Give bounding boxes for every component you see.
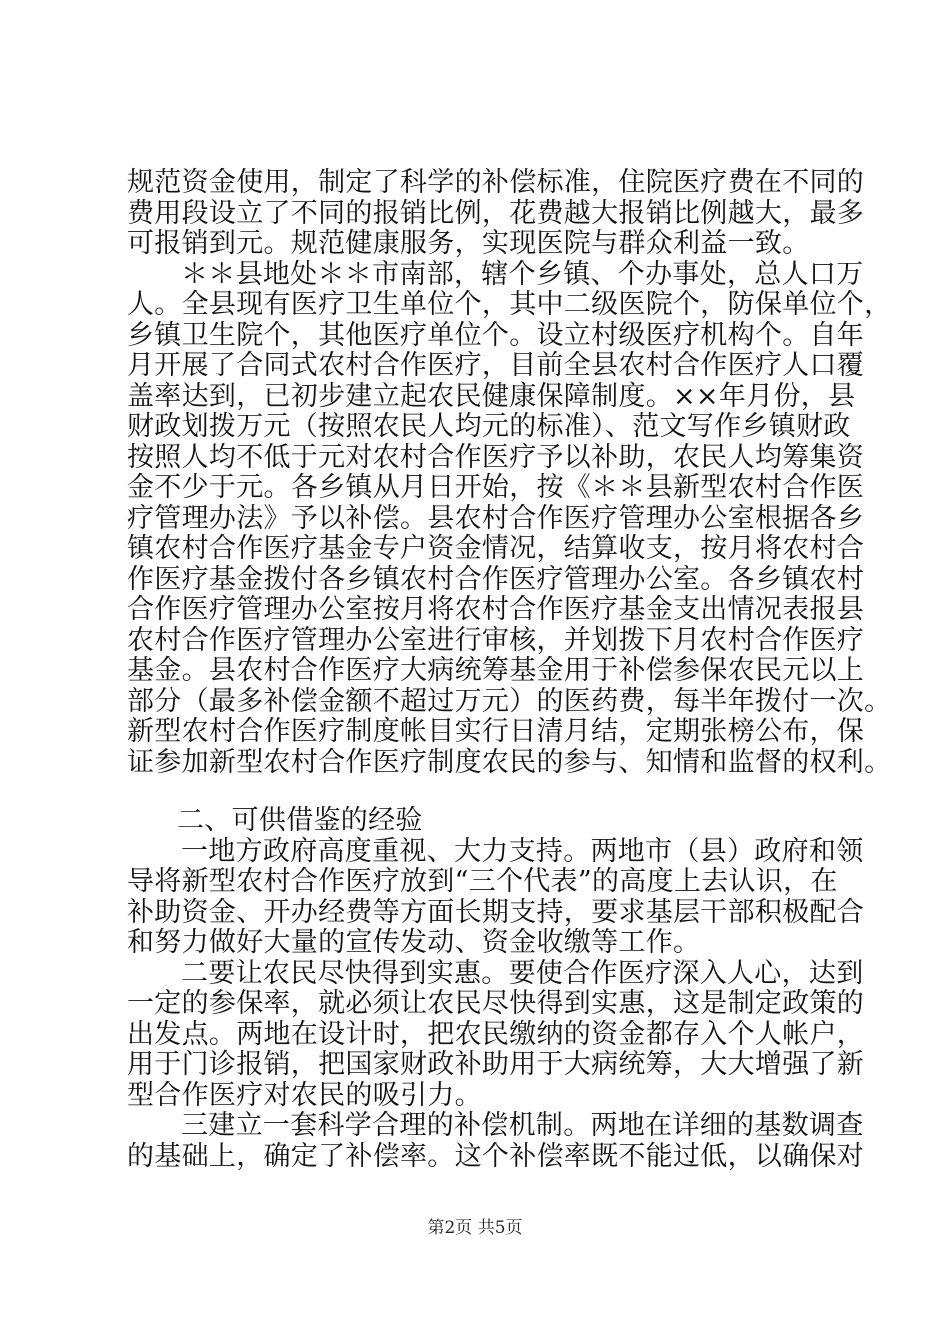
text-line: 二要让农民尽快得到实惠。要使合作医疗深入人心，达到 xyxy=(181,957,864,989)
text-line: 三建立一套科学合理的补偿机制。两地在详细的基数调查 xyxy=(181,1110,864,1141)
paragraph-government-support xyxy=(127,835,865,959)
paragraph-compensation-mechanism xyxy=(127,1110,865,1172)
text-line: 按照人均不低于元对农村合作医疗予以补助，农民人均筹集资 xyxy=(127,441,865,473)
text-line: 金不少于元。各乡镇从月日开始，按《＊＊县新型农村合作医 xyxy=(127,472,865,503)
text-line: 财政划拨万元（按照农民人均元的标准）、范文写作乡镇财政 xyxy=(127,411,851,442)
text-line: 出发点。两地在设计时，把农民缴纳的资金都存入个人帐户， xyxy=(127,1018,865,1050)
text-line: 型合作医疗对农民的吸引力。 xyxy=(127,1079,482,1111)
text-line: 盖率达到，已初步建立起农民健康保障制度。××年月份，县 xyxy=(127,380,856,412)
text-line: 证参加新型农村合作医疗制度农民的参与、知情和监督的权利。 xyxy=(127,746,892,778)
text-line: 费用段设立了不同的报销比例，花费越大报销比例越大，最多 xyxy=(127,197,865,229)
text-line: 月开展了合同式农村合作医疗，目前全县农村合作医疗人口覆 xyxy=(127,350,865,381)
text-line: 部分（最多补偿金额不超过万元）的医药费，每半年拨付一次。 xyxy=(127,685,892,717)
text-line: 新型农村合作医疗制度帐目实行日清月结，定期张榜公布，保 xyxy=(127,716,865,747)
text-line: 一地方政府高度重视、大力支持。两地市（县）政府和领 xyxy=(181,835,864,867)
text-line: 农村合作医疗管理办公室进行审核，并划拨下月农村合作医疗 xyxy=(127,624,865,656)
text-line: 基金。县农村合作医疗大病统筹基金用于补偿参保农民元以上 xyxy=(127,655,865,686)
text-line: 疗管理办法》予以补偿。县农村合作医疗管理办公室根据各乡 xyxy=(127,502,865,534)
section-heading: 二、可供借鉴的经验 xyxy=(177,805,423,836)
text-line: ＊＊县地处＊＊市南部，辖个乡镇、个办事处，总人口万 xyxy=(181,258,864,290)
text-line: 的基础上，确定了补偿率。这个补偿率既不能过低，以确保对 xyxy=(127,1140,865,1172)
text-line: 一定的参保率，就必须让农民尽快得到实惠，这是制定政策的 xyxy=(127,988,865,1019)
text-line: 补助资金、开办经费等方面长期支持，要求基层干部积极配合 xyxy=(127,896,865,928)
text-line: 人。全县现有医疗卫生单位个，其中二级医院个，防保单位个， xyxy=(127,289,892,320)
text-line: 乡镇卫生院个，其他医疗单位个。设立村级医疗机构个。自年 xyxy=(127,319,865,351)
page-number-footer: 第2页 共5页 xyxy=(427,1218,523,1238)
paragraph-spacer xyxy=(127,778,827,806)
text-line: 镇农村合作医疗基金专户资金情况，结算收支，按月将农村合 xyxy=(127,533,865,564)
paragraph-county-overview xyxy=(127,258,892,779)
text-line: 用于门诊报销，把国家财政补助用于大病统筹，大大增强了新 xyxy=(127,1049,865,1080)
paragraph-fund-usage xyxy=(127,167,865,260)
text-line: 合作医疗管理办公室按月将农村合作医疗基金支出情况表报县 xyxy=(127,594,865,625)
text-line: 导将新型农村合作医疗放到“三个代表”的高度上去认识，在 xyxy=(127,866,838,897)
document-body xyxy=(127,167,892,1172)
text-line: 和努力做好大量的宣传发动、资金收缴等工作。 xyxy=(127,927,701,958)
paragraph-farmer-benefits xyxy=(127,957,865,1112)
text-line: 可报销到元。规范健康服务，实现医院与群众利益一致。 xyxy=(127,228,810,259)
text-line: 规范资金使用，制定了科学的补偿标准，住院医疗费在不同的 xyxy=(127,167,865,198)
text-line: 作医疗基金拨付各乡镇农村合作医疗管理办公室。各乡镇农村 xyxy=(127,563,865,595)
